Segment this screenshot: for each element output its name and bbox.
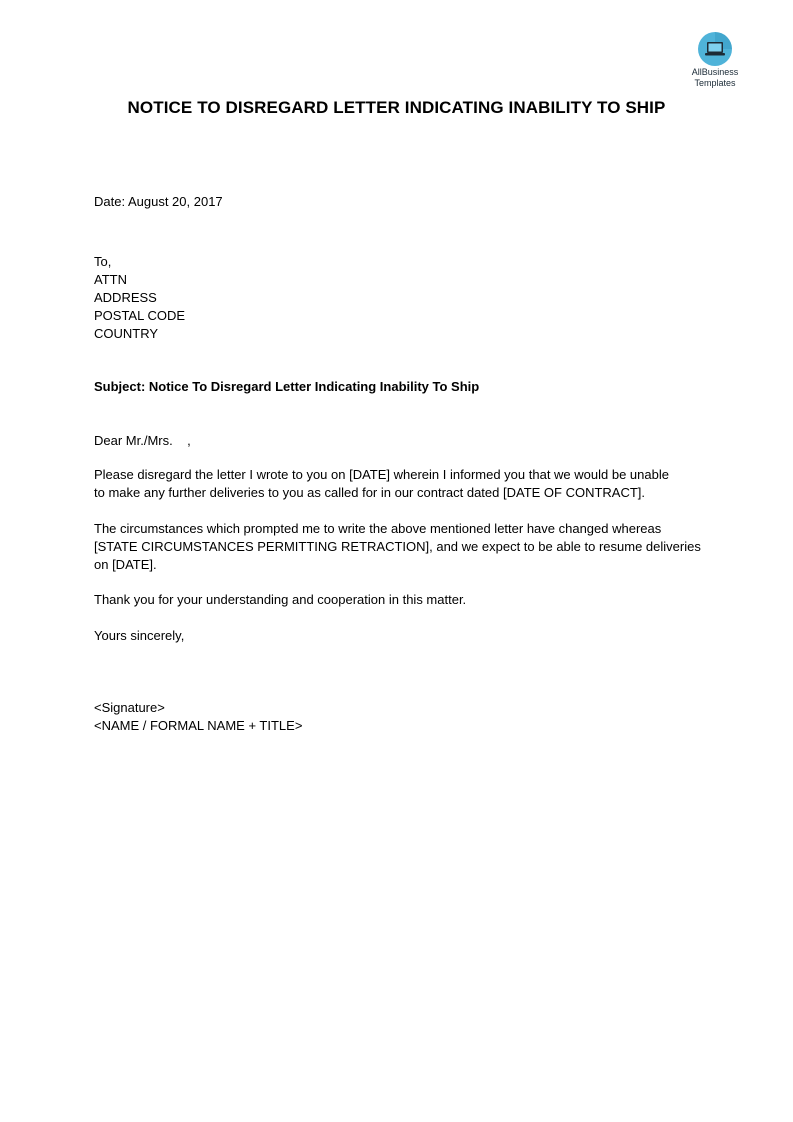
signature-placeholder: <Signature>: [94, 700, 165, 715]
letter-subject: Subject: Notice To Disregard Letter Indicating Inability To Ship: [94, 379, 480, 394]
recipient-to: To,: [94, 254, 112, 269]
paragraph-line: on [DATE].: [94, 557, 157, 572]
salutation: Dear Mr./Mrs. ,: [94, 433, 191, 448]
closing: Yours sincerely,: [94, 628, 185, 643]
body-paragraph-2: [94, 520, 701, 574]
paragraph-line: Please disregard the letter I wrote to you on [DATE] wherein I informed you that we would be unable: [94, 467, 669, 482]
body-paragraph-1: [94, 466, 694, 502]
document-title: NOTICE TO DISREGARD LETTER INDICATING INABILITY TO SHIP: [127, 98, 666, 117]
recipient-country: COUNTRY: [94, 326, 159, 341]
recipient-attn: ATTN: [94, 272, 127, 287]
letter-date: Date: August 20, 2017: [94, 194, 223, 209]
paragraph-line: [STATE CIRCUMSTANCES PERMITTING RETRACTION], and we expect to be able to resume deliveries: [94, 539, 701, 554]
laptop-icon: [698, 32, 732, 66]
paragraph-line: to make any further deliveries to you as called for in our contract dated [DATE OF CONTRACT].: [94, 485, 646, 500]
body-paragraph-3: Thank you for your understanding and cooperation in this matter.: [94, 592, 467, 607]
recipient-postal-code: POSTAL CODE: [94, 308, 186, 323]
paragraph-line: The circumstances which prompted me to write the above mentioned letter have changed whereas: [94, 521, 662, 536]
recipient-address: ADDRESS: [94, 290, 157, 305]
logo-text-line1: AllBusiness: [691, 67, 739, 77]
company-logo: [686, 32, 744, 88]
name-title-placeholder: <NAME / FORMAL NAME + TITLE>: [94, 718, 303, 733]
logo-text-line2: Templates: [694, 78, 736, 88]
